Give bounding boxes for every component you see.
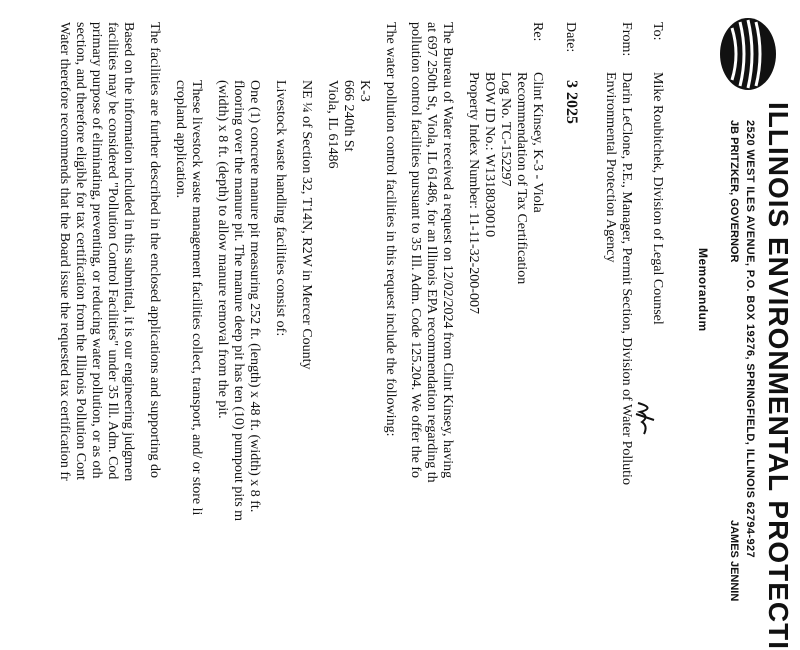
body-paragraph-line: Water therefore recommends that the Board issue the requested tax certification fr	[57, 22, 72, 481]
body-paragraph-line: Based on the information included in this submittal, it is our engineering judgmen	[121, 22, 136, 482]
re-line: Property Index Number: 11-11-32-200-007	[466, 72, 481, 314]
re-line: Recommendation of Tax Certification	[514, 72, 529, 285]
from-line-2: Environmental Protection Agency	[603, 72, 618, 263]
memo-title: Memorandum	[696, 248, 710, 332]
facilities-intro: The water pollution control facilities in this request include the following:	[383, 22, 398, 437]
body-paragraph-line: pollution control facilities pursuant to 35 Ill. Adm. Code 125.204. We offer the fo	[408, 22, 423, 479]
site-street: 666 240th St	[341, 80, 356, 152]
body-paragraph-line: section, and therefore eligible for tax certification from the Illinois Pollution Cont	[73, 22, 88, 480]
body-paragraph-line: The Bureau of Water received a request on 12/02/2024 from Clint Kinsey, having	[440, 22, 455, 479]
body-paragraph-line: (width) x 8 ft. (depth) to allow manure removal from the pit.	[215, 80, 230, 419]
body-paragraph-line: primary purpose of eliminating, preventing, or reducing water pollution, or as oth	[89, 22, 104, 479]
date-label: Date:	[563, 22, 578, 53]
from-line-1: Darin LeClone, P.E., Manager, Permit Section, Division of Water Pollutio	[619, 72, 634, 485]
re-line: Clint Kinsey, K-3 - Viola	[530, 72, 545, 213]
illinois-epa-logo	[718, 16, 778, 92]
facilities-heading: Livestock waste handling facilities consist of:	[273, 80, 288, 337]
body-paragraph-line: facilities may be considered "Pollution Control Facilities" under 35 Ill. Adm. Cod	[105, 22, 120, 480]
body-paragraph-line: at 697 250th St, Viola, IL 61486, for an Illinois EPA recommendation regarding th	[424, 22, 439, 483]
signature-initials	[632, 400, 658, 440]
from-label: From:	[619, 22, 634, 57]
to-label: To:	[650, 22, 665, 41]
director-name: JAMES JENNIN	[728, 520, 740, 602]
agency-title: ILLINOIS ENVIRONMENTAL PROTECTI	[763, 102, 794, 650]
date-stamp: 3 2025	[563, 80, 580, 124]
site-name: K-3	[357, 80, 372, 102]
agency-address: 2520 WEST ILES AVENUE, P.O. BOX 19276, SPRINGFIELD, ILLINOIS 62794-927	[744, 120, 756, 558]
body-paragraph-line: flooring over the manure pit. The manure deep pit has ten (10) pumpout pits m	[231, 80, 246, 522]
body-paragraph-line: The facilities are further described in the enclosed applications and supporting do	[147, 22, 162, 479]
body-paragraph-line: These livestock waste management facilities collect, transport, and/ or store li	[189, 80, 204, 516]
re-line: BOW ID No.: W1318030010	[482, 72, 497, 238]
re-line: Log No. TC-152297	[498, 72, 513, 187]
re-label: Re:	[530, 22, 545, 42]
governor-name: JB PRITZKER, GOVERNOR	[728, 120, 740, 263]
site-location: NE ¼ of Section 32, T14N, R2W in Mercer County	[299, 80, 314, 370]
site-city: Viola, IL 61486	[325, 80, 340, 169]
body-paragraph-line: cropland application.	[173, 80, 188, 199]
to-value: Mike Roubitchek, Division of Legal Counsel	[650, 72, 665, 325]
body-paragraph-line: One (1) concrete manure pit measuring 252 ft. (length) x 48 ft. (width) x 8 ft.	[247, 80, 262, 513]
